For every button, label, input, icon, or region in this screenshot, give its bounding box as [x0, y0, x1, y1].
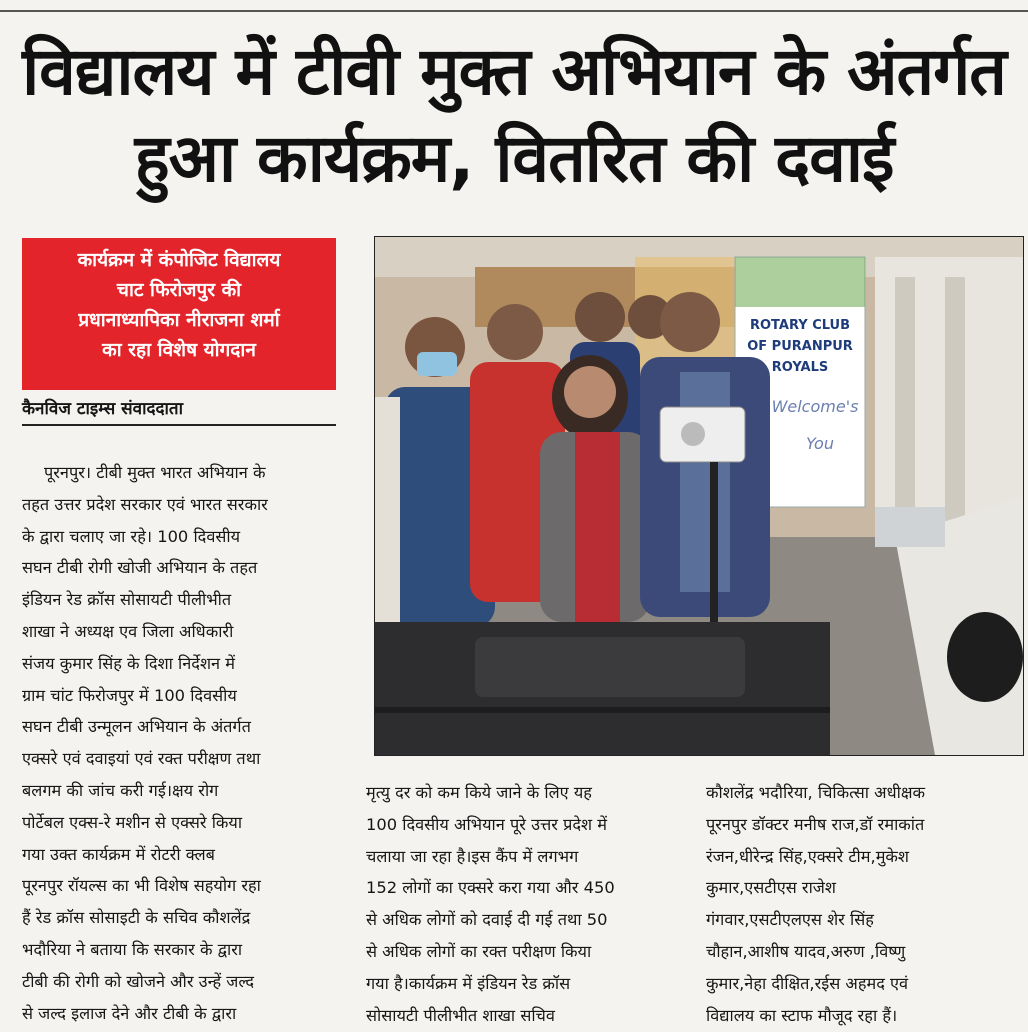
highlight-line: प्रधानाध्यापिका नीराजना शर्मा	[78, 309, 280, 331]
article-line: मृत्यु दर को कम किये जाने के लिए यह	[366, 783, 592, 802]
article-line: सघन टीबी रोगी खोजी अभियान के तहत	[22, 558, 258, 578]
article-line: से अधिक लोगों को दवाई दी गई तथा 50	[366, 910, 608, 930]
xray-machine	[375, 622, 830, 755]
article-line: कुमार,नेहा दीक्षित,रईस अहमद एवं	[706, 973, 909, 993]
article-line: कुमार,एसटीएस राजेश	[706, 878, 836, 898]
article-line: संजय कुमार सिंह के दिशा निर्देशन में	[22, 653, 235, 673]
banner-script-2: You	[806, 434, 834, 453]
event-photo	[374, 236, 1024, 756]
byline: कैनविज टाइम्स संवाददाता	[22, 396, 336, 426]
article-line: पोर्टेबल एक्स-रे मशीन से एक्सरे किया	[22, 812, 243, 832]
article-line: टीबी की रोगी को खोजने और उन्हें जल्द	[22, 971, 255, 991]
article-line: 152 लोगों का एक्सरे करा गया और 450	[366, 878, 615, 898]
article-line: सघन टीबी उन्मूलन अभियान के अंतर्गत	[22, 717, 251, 737]
article-line: बलगम की जांच करी गई।क्षय रोग	[22, 780, 219, 800]
article-line: पूरनपुर। टीबी मुक्त भारत अभियान के	[44, 463, 266, 482]
article-line: इंडियन रेड क्रॉस सोसायटी पीलीभीत	[22, 590, 232, 610]
article-line: सोसायटी पीलीभीत शाखा सचिव	[366, 1005, 555, 1025]
banner-line-2: OF PURANPUR	[747, 339, 853, 354]
article-line: पूरनपुर रॉयल्स का भी विशेष सहयोग रहा	[22, 876, 261, 896]
article-line: चौहान,आशीष यादव,अरुण ,विष्णु	[706, 941, 906, 961]
headline-line-1: विद्यालय में टीवी मुक्त अभियान के अंतर्गत	[22, 33, 1006, 110]
article-column-2	[366, 777, 682, 1031]
article-line: रंजन,धीरेन्द्र सिंह,एक्सरे टीम,मुकेश	[706, 846, 910, 866]
banner-script: Welcome's	[771, 397, 859, 416]
top-rule	[0, 0, 1028, 12]
article-column-1	[22, 457, 338, 1029]
article-line: तहत उत्तर प्रदेश सरकार एवं भारत सरकार	[22, 494, 268, 514]
article-line: पूरनपुर डॉक्टर मनीष राज,डॉ रमाकांत	[706, 814, 925, 834]
article-column-3	[706, 777, 1022, 1031]
article-line: से जल्द इलाज देने और टीबी के द्वारा	[22, 1003, 237, 1023]
highlight-box	[22, 238, 336, 390]
banner-line-3: ROYALS	[771, 360, 829, 375]
article-line: गया है।कार्यक्रम में इंडियन रेड क्रॉस	[366, 973, 571, 993]
article-line: के द्वारा चलाए जा रहे। 100 दिवसीय	[22, 526, 241, 546]
article-line: चलाया जा रहा है।इस कैंप में लगभग	[366, 846, 579, 866]
article-line: गंगवार,एसटीएलएस शेर सिंह	[706, 910, 874, 930]
article-line: ग्राम चांट फिरोजपुर में 100 दिवसीय	[22, 685, 237, 705]
article-line: एक्सरे एवं दवाइयां एवं रक्त परीक्षण तथा	[22, 749, 261, 769]
banner-line-1: ROTARY CLUB	[749, 318, 851, 333]
article-line: 100 दिवसीय अभियान पूरे उत्तर प्रदेश में	[366, 814, 607, 834]
article-line: विद्यालय का स्टाफ मौजूद रहा हैं।	[706, 1005, 898, 1025]
highlight-line: कार्यक्रम में कंपोजिट विद्यालय	[77, 249, 281, 271]
photo-illustration	[375, 237, 1023, 755]
article-line: से अधिक लोगों का रक्त परीक्षण किया	[366, 941, 592, 961]
highlight-line: चाट फिरोजपुर की	[116, 279, 242, 301]
highlight-line: का रहा विशेष योगदान	[102, 339, 256, 361]
article-line: हैं रेड क्रॉस सोसाइटी के सचिव कौशलेंद्र	[22, 908, 251, 928]
headline-line-2: हुआ कार्यक्रम, वितरित की दवाई	[134, 120, 894, 197]
article-line: भदौरिया ने बताया कि सरकार के द्वारा	[22, 939, 243, 959]
article-line: गया उक्त कार्यक्रम में रोटरी क्लब	[22, 844, 215, 864]
article-line: कौशलेंद्र भदौरिया, चिकित्सा अधीक्षक	[706, 783, 926, 802]
article-line: शाखा ने अध्यक्ष एव जिला अधिकारी	[22, 621, 234, 641]
